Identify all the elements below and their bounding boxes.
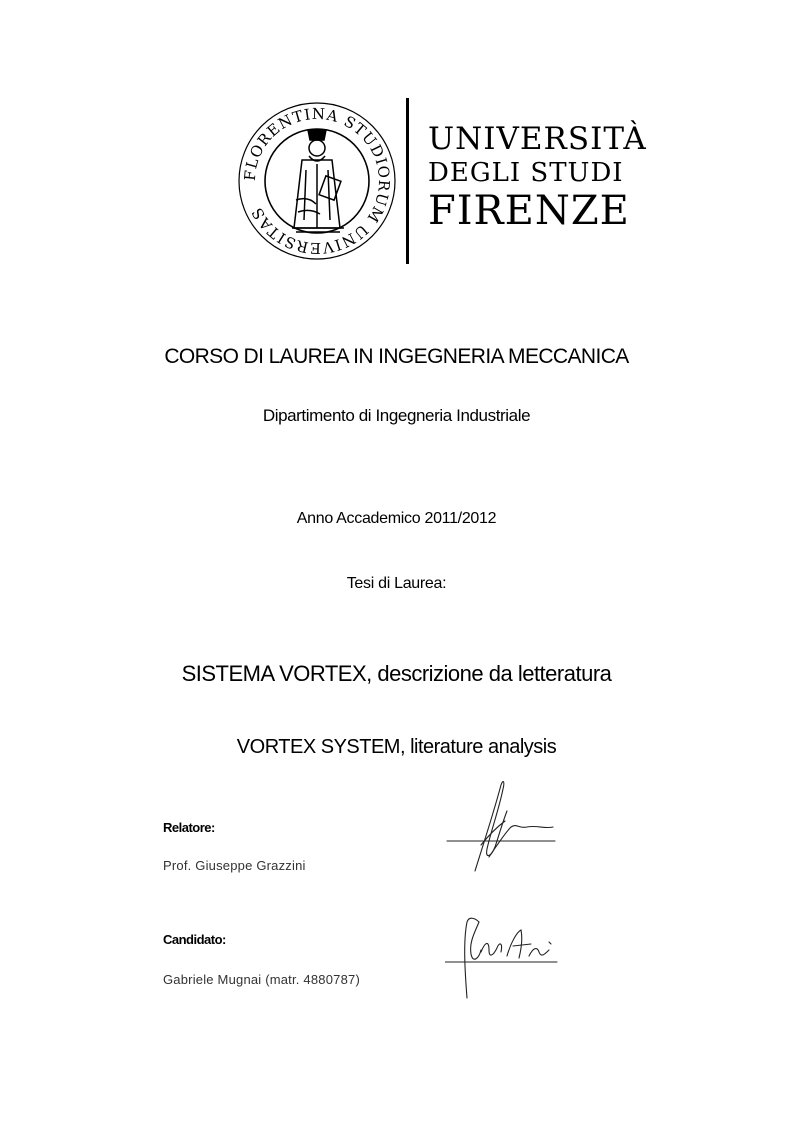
- university-seal-logo: [236, 100, 398, 262]
- thesis-title-english: VORTEX SYSTEM, literature analysis: [236, 736, 557, 758]
- university-name-line-1: UNIVERSITÀ: [428, 121, 647, 157]
- seated-figure-icon: [292, 130, 344, 232]
- seal-text: FLORENTINA STUDIORUM UNIVERSITAS: [240, 104, 394, 258]
- candidate-name: Gabriele Mugnai (matr. 4880787): [163, 972, 360, 987]
- thesis-label: Tesi di Laurea:: [346, 575, 447, 592]
- advisor-label: Relatore:: [163, 820, 215, 835]
- candidate-label: Candidato:: [163, 932, 226, 947]
- thesis-title-italian: SISTEMA VORTEX, descrizione da letteratura: [181, 661, 612, 686]
- advisor-name: Prof. Giuseppe Grazzini: [163, 858, 306, 873]
- logo-divider: [406, 98, 409, 264]
- university-name-line-3: FIRENZE: [428, 188, 630, 234]
- course-title: CORSO DI LAUREA IN INGEGNERIA MECCANICA: [164, 345, 629, 368]
- candidate-signature: [445, 912, 565, 1002]
- academic-year: Anno Accademico 2011/2012: [296, 510, 497, 527]
- advisor-signature: [445, 775, 560, 875]
- department-name: Dipartimento di Ingegneria Industriale: [262, 406, 531, 425]
- university-name-line-2: DEGLI STUDI: [428, 158, 624, 188]
